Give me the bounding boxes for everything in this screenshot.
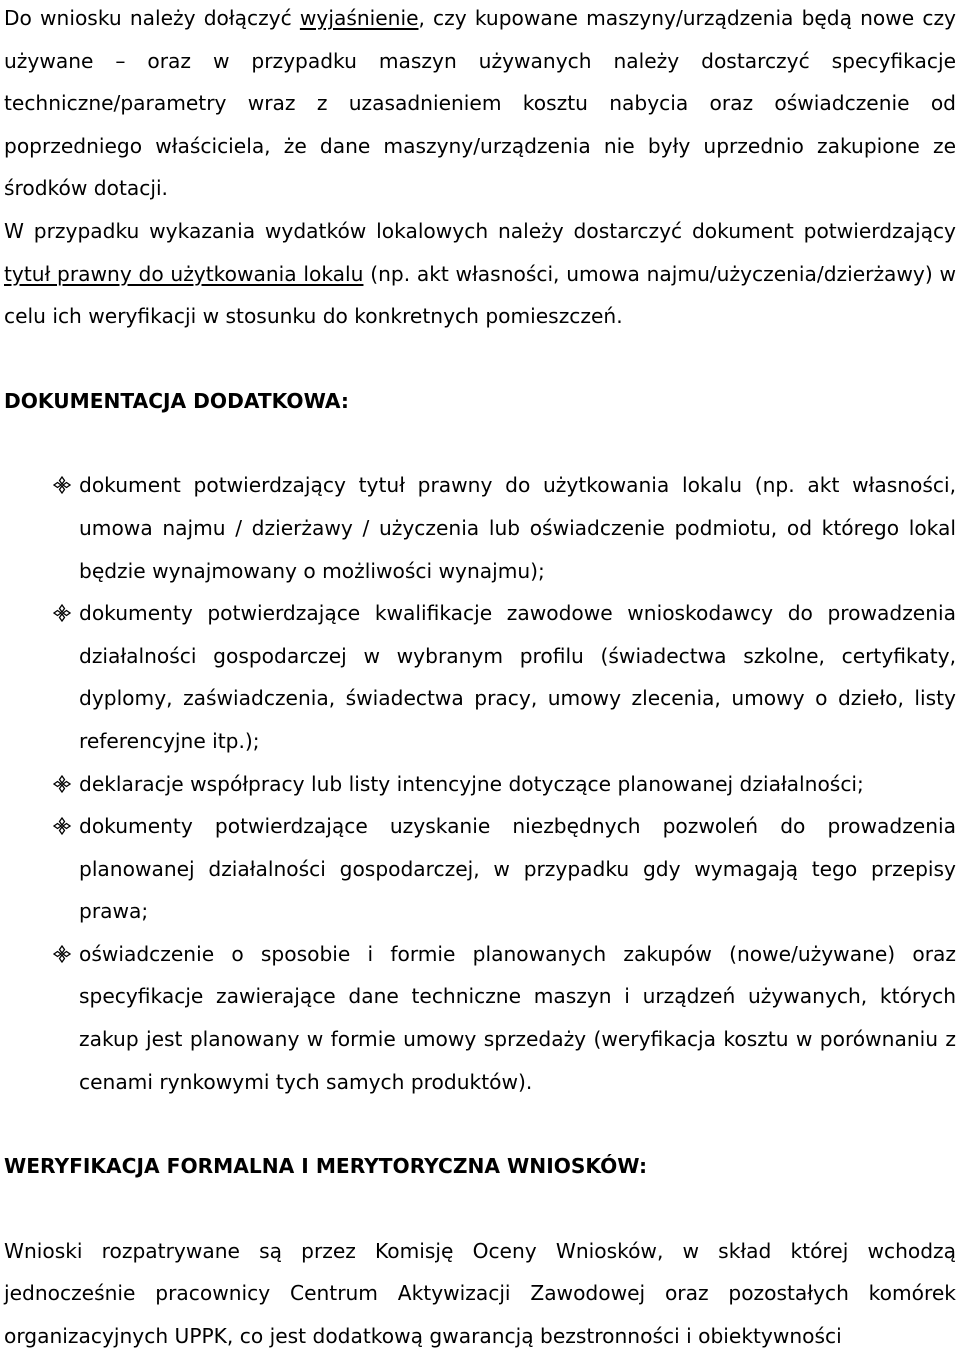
document-page xyxy=(4,0,956,1358)
four-diamond-bullet-icon xyxy=(53,476,71,494)
intro-paragraph-1 xyxy=(4,0,956,210)
four-diamond-bullet-icon xyxy=(53,945,71,963)
four-diamond-bullet-icon xyxy=(53,817,71,835)
additional-documentation-list xyxy=(4,464,956,1103)
list-item-text: dokumenty potwierdzające uzyskanie niezbędnych pozwoleń do prowadzenia planowanej działalności gospodarczej, w przypadku gdy wymagają tego przepisy prawa; xyxy=(79,814,956,924)
intro-text-1b: , czy kupowane maszyny/urządzenia będą nowe czy używane – oraz w przypadku maszyn używanych należy dostarczyć specyfikacje techniczne/parametry wraz z uzasadnieniem kosztu nabycia oraz oświadczenie od poprzedniego właściciela, że dane maszyny/urządzenia nie były uprzednio zakupione ze środków dotacji. xyxy=(4,6,957,201)
verification-heading: WERYFIKACJA FORMALNA I MERYTORYCZNA WNIOSKÓW: xyxy=(4,1154,648,1179)
four-diamond-bullet-icon xyxy=(53,604,71,622)
verification-paragraph: Wnioski rozpatrywane są przez Komisję Oceny Wniosków, w skład której wchodzą jednocześnie pracownicy Centrum Aktywizacji Zawodowej oraz pozostałych komórek organizacyjnych UPPK, co jest dodatkową gwarancją bezstronności i obiektywności xyxy=(4,1238,956,1349)
list-item-text: deklaracje współpracy lub listy intencyjne dotyczące planowanej działalności; xyxy=(79,771,864,796)
intro-text-1a: Do wniosku należy dołączyć xyxy=(4,6,300,30)
list-item xyxy=(4,592,956,762)
list-item xyxy=(4,805,956,933)
intro-text-2b: (np. akt własności, umowa najmu/użyczenia/dzierżawy) w celu ich weryfikacji w stosunku do konkretnych pomieszczeń. xyxy=(4,261,956,329)
list-item-text: oświadczenie o sposobie i formie planowanych zakupów (nowe/używane) oraz specyfikacje zawierające dane techniczne maszyn i urządzeń używanych, których zakup jest planowany w formie umowy sprzedaży (weryfikacja kosztu w porównaniu z cenami rynkowymi tych samych produktów). xyxy=(79,941,956,1094)
list-item xyxy=(4,464,956,592)
explanation-underlined-text: wyjaśnienie xyxy=(299,6,419,30)
four-diamond-bullet-icon xyxy=(53,775,71,793)
list-item-text: dokumenty potwierdzające kwalifikacje zawodowe wnioskodawcy do prowadzenia działalności gospodarczej w wybranym profilu (świadectwa szkolne, certyfikaty, dyplomy, zaświadczenia, świadectwa pracy, umowy zlecenia, umowy o dzieło, listy referencyjne itp.); xyxy=(79,601,956,753)
additional-documentation-heading: DOKUMENTACJA DODATKOWA: xyxy=(4,388,350,413)
list-item xyxy=(4,763,956,806)
intro-text-2a: W przypadku wykazania wydatków lokalowych należy dostarczyć dokument potwierdzający xyxy=(4,218,956,243)
list-item xyxy=(4,933,956,1103)
intro-paragraph-2 xyxy=(4,210,956,338)
list-item-text: dokument potwierdzający tytuł prawny do użytkowania lokalu (np. akt własności, umowa najmu / dzierżawy / użyczenia lub oświadczenie podmiotu, od którego lokal będzie wynajmowany o możliwości wynajmu); xyxy=(79,473,956,583)
legal-title-underlined-text: tytuł prawny do użytkowania lokalu xyxy=(4,261,364,286)
